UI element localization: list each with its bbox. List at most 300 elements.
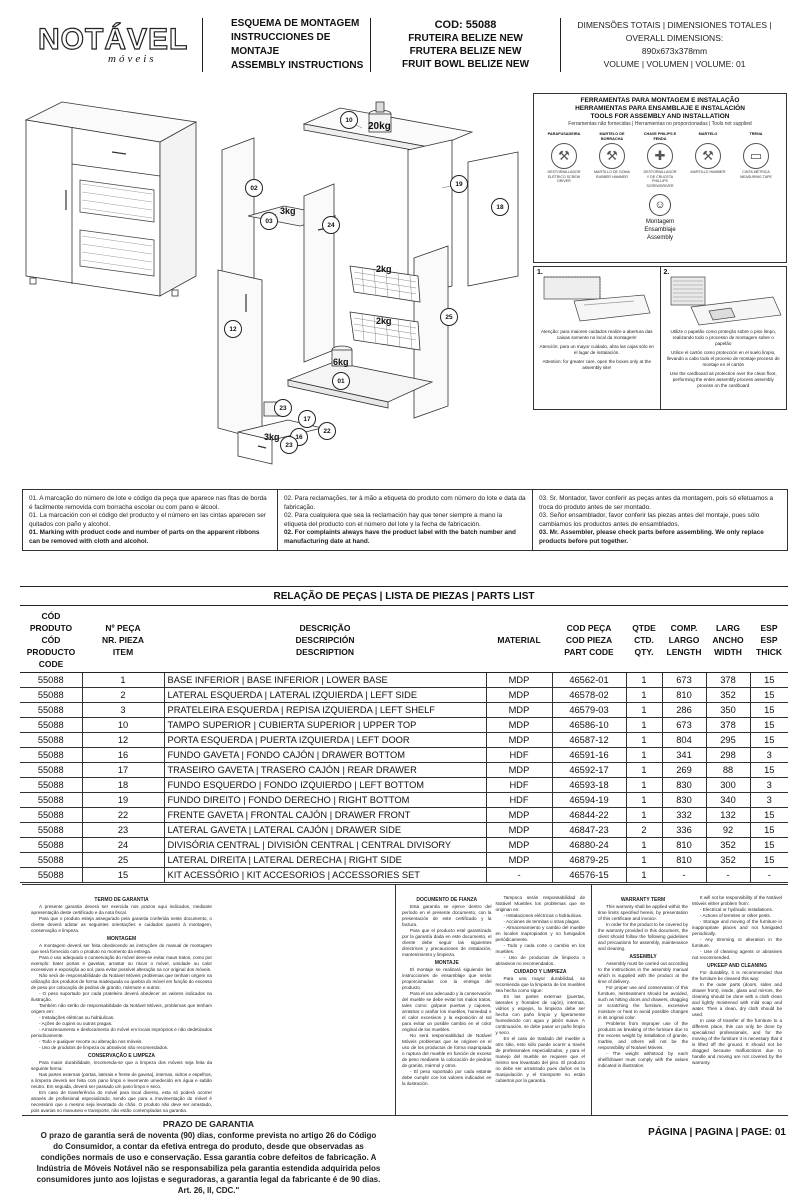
paragraph: Para o uso adequado e conservação do móvel deve-se evitar maus tratos, como por exemplo: bater portas e gavetas, arrastar ou riscar o móvel, umidade ou calor excessivos e exposição ao sol, para evitar possível alteração na cor original dos móveis. [31, 955, 212, 972]
cell-length: 286 [662, 703, 706, 718]
cell-qty: 1 [626, 748, 662, 763]
cell-qty: 1 [626, 763, 662, 778]
tool-name: PARAFUSADEIRA [547, 132, 581, 136]
cell-item: 15 [82, 868, 164, 883]
warranty-en-title: WARRANTY TERM [620, 897, 666, 903]
cell-description: PRATELEIRA ESQUERDA | REPISA IZQUIERDA | LEFT SHELF [164, 703, 486, 718]
step-text-en: Use the cardboard as protection over the clean floor, performing the entire assembly process assembly process on the cardboard [669, 371, 777, 388]
cell-material: HDF [486, 793, 552, 808]
note-es: 02. Para cualquiera que sea la reclamación hay que tener siempre a mano la etiqueta del producto con el número del lote y la fecha de fabricación. [284, 512, 503, 528]
paragraph: Nas partes externas (portas, laterais e frente de gaveta), internas, vidros e espelhos, a limpeza deverá ser feita com pano limpo e levemente umedecido em água e sabão neutro. Em seguida, deverá ser passado um pano limpo e seco. [31, 1072, 212, 1089]
cell-part-code: 46579-03 [552, 703, 626, 718]
assembly-illustration [22, 80, 534, 480]
cell-thick: 3 [750, 793, 788, 808]
cell-part-code: 46576-15 [552, 868, 626, 883]
list-item: - Ações de cupins ou outras pragas. [39, 1021, 113, 1026]
cell-thick: - [750, 868, 788, 883]
drill-icon: ⚒ [551, 143, 577, 169]
cell-part-code: 46592-17 [552, 763, 626, 778]
tool-name: CHAVE PHILIPS E FENDA [643, 132, 677, 141]
warranty-es-col-1 [400, 895, 494, 1115]
cell-description: TRASEIRO GAVETA | TRASERO CAJÓN | REAR DRAWER [164, 763, 486, 778]
hammer-icon: ⚒ [695, 143, 721, 169]
cell-material: MDP [486, 703, 552, 718]
cell-width: 88 [706, 763, 750, 778]
table-row [20, 673, 788, 688]
col-width-header: LARG ANCHO WIDTH [706, 606, 750, 673]
cell-part-code: 46593-18 [552, 778, 626, 793]
paragraph: Tampoco serán responsabilidad de Notável Muebles los problemas que se originan en: [495, 895, 585, 912]
cell-part-code: 46847-23 [552, 823, 626, 838]
tools-header [534, 94, 786, 128]
product-name-pt: FRUTEIRA BELIZE NEW [408, 33, 523, 44]
list-item: - Todo y cada corte o cambio en los muebles. [495, 943, 585, 954]
cell-width: 350 [706, 703, 750, 718]
weight-label: 6kg [333, 357, 349, 367]
cell-qty: 1 [626, 868, 662, 883]
table-row [20, 733, 788, 748]
cell-thick: 15 [750, 838, 788, 853]
col-length-header: COMP. LARGO LENGTH [662, 606, 706, 673]
cell-code: 55088 [20, 718, 82, 733]
paragraph: In case of transfer of the furniture to a different place, this can only be done by specialized professionals, and for the moving of the furniture it is necessary that it is lifted off the ground. It should not be dragged because malfunctions due to handle and moving are not covered by the warranty. [692, 1018, 782, 1065]
cell-description: FUNDO GAVETA | FONDO CAJÓN | DRAWER BOTTOM [164, 748, 486, 763]
note-pt: 01. A marcação do número de lote e código da peça que aparece nas fitas de borda é facilmente removida com borracha escolar ou com pano e álcool. [29, 495, 267, 511]
cell-item: 24 [82, 838, 164, 853]
cell-width: 378 [706, 718, 750, 733]
note-en: 03. Mr. Assembler, please check parts before assembling. We only replace products before put together. [539, 529, 764, 545]
cell-material: MDP [486, 718, 552, 733]
volume-info: VOLUME | VOLUMEN | VOLUME: 01 [603, 59, 746, 69]
table-row [20, 838, 788, 853]
assembly-people-block [534, 194, 786, 242]
paragraph: Para maior durabilidade, recomenda-se que a limpeza dos móveis seja feita da seguinte forma: [31, 1060, 212, 1071]
weight-label: 3kg [280, 206, 296, 216]
cell-item: 12 [82, 733, 164, 748]
paragraph: For proper use and conservation of this furniture, mistreatment should be avoided, such as hitting doors and drawers, dragging or scratching the furniture, excessive moisture or heat to avoid possible changes in its original color. [598, 985, 688, 1020]
tool-item [690, 132, 726, 188]
paragraph: In order for the product to be covered by the warranty provided in this document, the client should follow the following guidelines and precautions for assembly, maintenance and cleaning. [598, 922, 688, 951]
cell-length: - [662, 868, 706, 883]
cell-part-code: 46578-02 [552, 688, 626, 703]
product-name-es: FRUTERA BELIZE NEW [409, 46, 522, 57]
warranty-period-text: O prazo de garantia será de noventa (90) dias, conforme prevista no artigo 26 do Código do Consumidor, a contar da efetiva entrega do produto, desde que observadas as condições normais de uso e conservação. Essa garantia cobre defeitos de fabricação. A Indústria de Móveis Notável não se responsabiliza pela garantia estendida adquirida pelos consumidores junto aos lojistas e seguradoras, a garantia legal da fabricante é de 90 dias. Art. 26, II, CDC." [36, 1131, 381, 1195]
product-name-en: FRUIT BOWL BELIZE NEW [401, 59, 530, 70]
cell-description: DIVISÓRIA CENTRAL | DIVISIÓN CENTRAL | CENTRAL DIVISORY [164, 838, 486, 853]
tool-list [534, 128, 786, 188]
cell-thick: 15 [750, 688, 788, 703]
tool-item [738, 132, 774, 188]
paragraph: En el caso de traslado del mueble a otro sitio, esto sólo puede ocurrir a través de profesionales especializados, y para el manejo del mueble se requiere que el mismo sea levantado del piso. El producto no debe ser arrastrado pues daños en la manipulación y el transporte no están cubiertos por la garantía. [495, 1036, 585, 1083]
tool-item [594, 132, 630, 188]
cell-qty: 1 [626, 673, 662, 688]
cell-width: 300 [706, 778, 750, 793]
paragraph: Para que el producto esté garantizado por la garantía dada en este documento, el cliente debe seguir las siguientes directrices y precauciones de instalación, mantenimiento y limpieza. [402, 928, 492, 957]
cell-material: HDF [486, 748, 552, 763]
paragraph: - El peso soportado por cada estante debe cumplir con los valores indicados en la ilustración. [402, 1069, 492, 1086]
cell-material: MDP [486, 733, 552, 748]
cell-qty: 1 [626, 733, 662, 748]
note-es: 03. Señor ensamblador, favor conferir las piezas antes del montaje, pues sólo cambiamos los productos antes de ensamblados. [539, 512, 760, 528]
cell-thick: 15 [750, 808, 788, 823]
cell-material: MDP [486, 838, 552, 853]
part-label: 12 [224, 320, 242, 338]
cell-material: MDP [486, 673, 552, 688]
cell-item: 23 [82, 823, 164, 838]
cell-width: 295 [706, 733, 750, 748]
list-item: - Armazenamento e deslocamento do móvel em locais impróprios e não dedetizados periodicamente. [31, 1027, 212, 1038]
tool-description: MARTILLO HAMMER [690, 170, 726, 174]
product-code-block [370, 18, 560, 72]
title-pt: ESQUEMA DE MONTAGEM [231, 18, 360, 29]
cell-part-code: 46587-12 [552, 733, 626, 748]
cell-code: 55088 [20, 808, 82, 823]
cell-item: 19 [82, 793, 164, 808]
assembly-label-en: Assembly [646, 235, 673, 241]
warranty-english [591, 885, 788, 1115]
cell-width: 132 [706, 808, 750, 823]
note-pt: 03. Sr. Montador, favor conferir as peças antes da montagem, pois só efetuamos a troca do produto antes de ser montado. [539, 495, 774, 511]
list-item: - Storage and moving of the furniture in inappropriate places and not fumigated periodically. [692, 919, 782, 936]
cell-qty: 1 [626, 853, 662, 868]
paragraph: Também não serão de responsabilidade da Notável Móveis, problemas que tenham origem em: [31, 1003, 212, 1014]
cell-material: MDP [486, 823, 552, 838]
paragraph: Assembly must be carried out according to the instructions in the assembly manual which is supplied with the product at the time of delivery. [598, 961, 688, 984]
cell-code: 55088 [20, 688, 82, 703]
cell-thick: 15 [750, 718, 788, 733]
weight-label: 2kg [376, 264, 392, 274]
logo-wordmark: NOTÁVEL [38, 23, 189, 56]
warranty-es-col-2 [494, 895, 588, 1115]
tool-name: MARTELO DE BORRACHA [599, 132, 625, 141]
parts-table [20, 606, 788, 883]
assembly-people-icon: ☺ [649, 194, 671, 216]
product-code: COD: 55088 [434, 19, 497, 31]
warranty-en-col-2 [690, 895, 784, 1115]
cell-qty: 2 [626, 823, 662, 838]
warranty-spanish [395, 885, 591, 1115]
tool-description: MARTILLO DE GOMA RUBBER HAMMER [594, 170, 630, 179]
part-label: 25 [440, 308, 458, 326]
cell-width: 378 [706, 673, 750, 688]
assembled-cabinet-illustration [26, 102, 196, 296]
cell-item: 18 [82, 778, 164, 793]
warranty-period-title: PRAZO DE GARANTIA [162, 1119, 255, 1129]
cell-thick: 15 [750, 733, 788, 748]
section-heading: MONTAGEM [106, 936, 137, 942]
warranty-pt-col-2 [27, 1003, 216, 1114]
paragraph: Para que o produto esteja assegurado pela garantia conferida neste documento, o cliente deverá adotar as seguintes orientações e cuidados quanto à montagem, conservação e limpeza. [31, 916, 212, 933]
list-item: - Any trimming or alteration in the furniture. [692, 937, 782, 948]
step-1 [534, 267, 660, 409]
cell-item: 3 [82, 703, 164, 718]
paragraph: This warranty shall be applied within the time limits specified herein, by presentation of this certificate and invoice. [598, 904, 688, 921]
part-label: 22 [318, 422, 336, 440]
col-part-code-header: COD PEÇA COD PIEZA PART CODE [552, 606, 626, 673]
part-label: 23 [280, 436, 298, 454]
step-text-pt: Utilize o papelão como proteção sobre o piso limpo, realizando todo o processo de montagem sobre o papelão [670, 329, 776, 346]
paragraph: En las partes externas (puertas, laterales y frontales de cajón), internas, vidrios y espejos, la limpieza debe ser hecha con paño limpio y ligeramente humedecido con agua y jabón suave. A continuación, se debe pasar un paño limpio y seco. [495, 994, 585, 1035]
tool-name: TRENA [749, 132, 763, 136]
cell-qty: 1 [626, 808, 662, 823]
paragraph: A presente garantia deverá ser exercida nos prazos aqui indicados, mediante apresentação deste certificado e da nota fiscal. [31, 904, 212, 915]
cell-width: 340 [706, 793, 750, 808]
list-item: - Electrical or hydraulic installations. [700, 907, 774, 912]
cell-length: 830 [662, 778, 706, 793]
paragraph: Para una mayor durabilidad, se recomienda que la limpieza de los muebles sea hecha como sigue: [495, 976, 585, 993]
paragraph: For durability, it is recommended that the furniture be cleaned this way: [692, 970, 782, 981]
brand-logo [22, 18, 202, 72]
tool-description: DESTORNILLADOR Y DE CRUCETA PHILLIPS SCREWDRIVER [643, 170, 677, 188]
paragraph: - O peso suportado por cada prateleira deverá obedecer os valores indicados na ilustração. [31, 991, 212, 1002]
cell-thick: 3 [750, 778, 788, 793]
cell-length: 332 [662, 808, 706, 823]
table-row [20, 688, 788, 703]
part-label: 17 [298, 410, 316, 428]
cell-code: 55088 [20, 763, 82, 778]
assembly-label-es: Ensamblaje [644, 227, 676, 233]
cell-length: 804 [662, 733, 706, 748]
cell-thick: 15 [750, 823, 788, 838]
step-text-es: Atención: para un mayor cuidado, abra las cajas sólo en el lugar de instalación. [539, 344, 654, 355]
wire-basket-illustration [350, 266, 420, 350]
cell-thick: 3 [750, 748, 788, 763]
col-description-header: DESCRIÇÃO DESCRIPCIÓN DESCRIPTION [164, 606, 486, 673]
cell-description: LATERAL DIREITA | LATERAL DERECHA | RIGHT SIDE [164, 853, 486, 868]
part-label: 02 [245, 179, 263, 197]
measuring-tape-icon: ▭ [743, 143, 769, 169]
step-number: 1. [537, 269, 543, 276]
warranty-period-block [27, 1118, 390, 1196]
col-qty-header: QTDE CTD. QTY. [626, 606, 662, 673]
cell-length: 673 [662, 673, 706, 688]
cell-length: 336 [662, 823, 706, 838]
cell-thick: 15 [750, 853, 788, 868]
note-pt: 02. Para reclamações, ter à mão a etiqueta do produto com número do lote e data da fabricação. [284, 495, 526, 511]
cell-description: FRENTE GAVETA | FRONTAL CAJÓN | DRAWER FRONT [164, 808, 486, 823]
paragraph: - The weight withstood by each shelf/drawer must comply with the values indicated in illustration. [598, 1051, 688, 1068]
cell-material: MDP [486, 688, 552, 703]
section-heading: CUIDADO Y LIMPIEZA [513, 969, 567, 975]
warranty-en-col-1 [596, 895, 690, 1115]
dimensions-block [560, 18, 788, 72]
cell-code: 55088 [20, 793, 82, 808]
cardboard-floor-illustration [661, 271, 787, 331]
note-en: 01. Marking with product code and number of parts on the apparent ribbons can be removed with cloth and alcohol. [29, 529, 260, 545]
part-label: 24 [322, 216, 340, 234]
notes-bar [22, 489, 788, 551]
table-row [20, 808, 788, 823]
list-item: - Uso de produtos de limpeza ou abrasivos não recomendados. [39, 1045, 169, 1050]
parts-list [20, 586, 788, 883]
weight-label: 2kg [376, 316, 392, 326]
list-item: - Use of cleaning agents or abrasives not recommended. [692, 949, 782, 960]
list-item: - Todo e qualquer recorte ou alteração nos móveis. [39, 1039, 143, 1044]
list-item: - Instalaciones eléctricas o hidráulicas. [503, 913, 583, 918]
cell-qty: 1 [626, 838, 662, 853]
paragraph: Problems from improper use of the products as breaking of the furniture due to the excess weight by installation of granite, marble, and others will not be the responsibility of Notável Móveis. [598, 1021, 688, 1050]
cell-width: 352 [706, 838, 750, 853]
col-item-header: Nº PEÇA NR. PIEZA ITEM [82, 606, 164, 673]
dimensions-title-1: DIMENSÕES TOTAIS | DIMENSIONES TOTALES | [577, 20, 772, 30]
cell-item: 16 [82, 748, 164, 763]
cell-thick: 15 [750, 703, 788, 718]
tools-note: Ferramentas não fornecidas | Herramientas no proporcionadas | Tools not supplied [568, 121, 752, 127]
cell-length: 810 [662, 688, 706, 703]
note-1 [23, 490, 277, 550]
tools-title-pt: FERRAMENTAS PARA MONTAGEM E INSTALAÇÃO [580, 97, 740, 104]
cell-material: MDP [486, 763, 552, 778]
cell-description: PORTA ESQUERDA | PUERTA IZQUIERDA | LEFT DOOR [164, 733, 486, 748]
warranty-es-title: DOCUMENTO DE FIANZA [416, 897, 478, 903]
cell-description: KIT ACESSÓRIO | KIT ACCESORIOS | ACCESSORIES SET [164, 868, 486, 883]
cell-code: 55088 [20, 748, 82, 763]
part-label: 03 [260, 212, 278, 230]
cell-part-code: 46879-25 [552, 853, 626, 868]
dimensions-value: 890x673x378mm [641, 46, 708, 56]
tool-item [546, 132, 582, 188]
weight-label: 20kg [368, 121, 391, 132]
table-row [20, 868, 788, 883]
section-heading: ASSEMBLY [629, 954, 657, 960]
paragraph: It will not be responsibility of the Notável Móveis either problem from: [692, 895, 782, 906]
table-row [20, 823, 788, 838]
cell-part-code: 46880-24 [552, 838, 626, 853]
rubber-hammer-icon: ⚒ [599, 143, 625, 169]
header [22, 18, 788, 72]
cell-code: 55088 [20, 823, 82, 838]
warranty-pt-title: TERMO DE GARANTIA [94, 897, 149, 903]
cell-qty: 1 [626, 778, 662, 793]
cell-item: 22 [82, 808, 164, 823]
cell-part-code: 46594-19 [552, 793, 626, 808]
part-label: 23 [274, 399, 292, 417]
cell-material: MDP [486, 853, 552, 868]
step-text-es: Utilice el cartón como protección en el suelo limpio, llevando a cabo todo el proceso de montaje proceso de montaje en el cartón [666, 350, 780, 367]
step-number: 2. [663, 269, 670, 276]
cell-width: 298 [706, 748, 750, 763]
title-en: ASSEMBLY INSTRUCTIONS [231, 60, 364, 71]
col-material-header: MATERIAL [486, 606, 552, 673]
paragraph: In the outer parts (doors, sides and drawer front), inside, glass and mirrors, the cleaning should be done with a cloth clean and lightly moistened with mild soap and water. Then a clean, dry cloth should be used. [692, 982, 782, 1017]
cell-width: 92 [706, 823, 750, 838]
cell-item: 10 [82, 718, 164, 733]
cell-item: 2 [82, 688, 164, 703]
cell-description: FUNDO DIREITO | FONDO DERECHO | RIGHT BOTTOM [164, 793, 486, 808]
exploded-assembly-drawing [22, 80, 534, 480]
dimensions-title-2: OVERALL DIMENSIONS: [625, 33, 724, 43]
cell-item: 17 [82, 763, 164, 778]
cell-material: MDP [486, 808, 552, 823]
cell-length: 269 [662, 763, 706, 778]
cell-material: HDF [486, 778, 552, 793]
step-text-en: Attention: for greater care, open the boxes only at the assembly site! [542, 359, 652, 370]
table-row [20, 763, 788, 778]
cell-qty: 1 [626, 703, 662, 718]
step-text [538, 329, 656, 374]
table-row [20, 718, 788, 733]
cell-width: 352 [706, 853, 750, 868]
cell-code: 55088 [20, 868, 82, 883]
cell-item: 1 [82, 673, 164, 688]
section-heading: MONTAJE [434, 960, 459, 966]
step-2 [660, 267, 787, 409]
part-label: 19 [450, 175, 468, 193]
parts-table-body [20, 673, 788, 883]
tool-name: MARTELO [698, 132, 718, 136]
tools-panel [533, 93, 787, 263]
paragraph: Para el uso adecuado y la conservación del mueble se debe evitar los malos tratos, tales como: golpear puertas y cajones, arrastrar o arañar los muebles, humedad o el calor excesivos y la exposición al sol para evitar un posible cambio en el color original de los muebles. [402, 991, 492, 1032]
step-text [665, 329, 783, 392]
cell-length: 810 [662, 853, 706, 868]
cell-width: 352 [706, 688, 750, 703]
cell-description: FUNDO ESQUERDO | FONDO IZQUIERDO | LEFT BOTTOM [164, 778, 486, 793]
cell-thick: 15 [750, 763, 788, 778]
part-label: 10 [340, 111, 358, 129]
cell-code: 55088 [20, 673, 82, 688]
note-en: 02. For complaints always have the product label with the batch number and manufacturing date at hand. [284, 529, 516, 545]
cell-qty: 1 [626, 688, 662, 703]
tools-title-es: HERRAMIENTAS PARA ENSAMBLAJE E INSTALACIÓN [575, 105, 745, 112]
warranty-portuguese [22, 885, 395, 1195]
list-item: - Almacenamiento y cambio del mueble en locales inapropiados y no fumigados periódicamente. [495, 925, 585, 942]
cell-part-code: 46844-22 [552, 808, 626, 823]
assembly-label-pt: Montagem [645, 219, 675, 225]
note-es: 01. La marcación con el código del producto y el número en las cintas aparecen ser quitados con paño y alcohol. [29, 512, 266, 528]
cell-length: 830 [662, 793, 706, 808]
cell-qty: 1 [626, 793, 662, 808]
screwdriver-icon: ✚ [647, 143, 673, 169]
paragraph: Em caso de transferência do móvel para local diverso, esta só poderá ocorrer através de profissional especializado, sendo que para a movimentação do móvel é necessário que o mesmo seja levantado do chão. O produto não deve ser arrastado, pois avarias no manuseio e transporte, não estão contempladas na garantia. [31, 1090, 212, 1113]
list-item: - Acciones de termitas u otras plagas. [503, 919, 581, 924]
paragraph: El montaje se realizará siguiendo las instrucciones de ensamblaje que serán proporcionadas con la entrega del producto. [402, 967, 492, 990]
warranty-pt-col-1 [27, 895, 216, 1003]
tools-title-en: TOOLS FOR ASSEMBLY AND INSTALLATION [590, 113, 730, 120]
part-label: 18 [491, 198, 509, 216]
cell-length: 341 [662, 748, 706, 763]
tool-item [642, 132, 678, 188]
cell-code: 55088 [20, 703, 82, 718]
open-box-illustration [534, 271, 660, 331]
document-title [202, 18, 370, 72]
cell-description: TAMPO SUPERIOR | CUBIERTA SUPERIOR | UPPER TOP [164, 718, 486, 733]
cell-description: LATERAL GAVETA | LATERAL CAJÓN | DRAWER SIDE [164, 823, 486, 838]
table-row [20, 778, 788, 793]
table-row [20, 793, 788, 808]
step-text-pt: Atenção: para maiores cuidados realize a abertura das caixas somente no local da montagem! [540, 329, 653, 340]
cell-part-code: 46562-01 [552, 673, 626, 688]
logo-subtitle: móveis [108, 53, 157, 65]
cell-qty: 1 [626, 718, 662, 733]
title-es: INSTRUCCIONES DE MONTAJE [231, 32, 331, 57]
cell-code: 55088 [20, 838, 82, 853]
list-item: - Actions of termites or other pests. [700, 913, 771, 918]
cell-code: 55088 [20, 733, 82, 748]
paragraph: Esta garantía se ejerce dentro del período en el presente documento, con la presentación de este certificado y la factura. [402, 904, 492, 927]
weight-label: 3kg [264, 432, 280, 442]
page-number: PÁGINA | PAGINA | PAGE: 01 [648, 1127, 786, 1138]
parts-list-title: RELAÇÃO DE PEÇAS | LISTA DE PIEZAS | PARTS LIST [20, 586, 788, 606]
cell-part-code: 46591-16 [552, 748, 626, 763]
table-row [20, 853, 788, 868]
preparation-steps [533, 266, 787, 410]
cell-width: - [706, 868, 750, 883]
parts-table-header [20, 606, 788, 673]
col-code-header: CÓD PRODUTO CÓD PRODUCTO CODE [20, 606, 82, 673]
paragraph: No será responsabilidad de Notável Móveis problemas que se originen en el uso de los productos de forma inapropiada o ruptura del mueble en función de exceso de peso mediante la colocación de piedras de granito, mármol y otros. [402, 1033, 492, 1068]
col-thick-header: ESP ESP THICK [750, 606, 788, 673]
cell-code: 55088 [20, 778, 82, 793]
